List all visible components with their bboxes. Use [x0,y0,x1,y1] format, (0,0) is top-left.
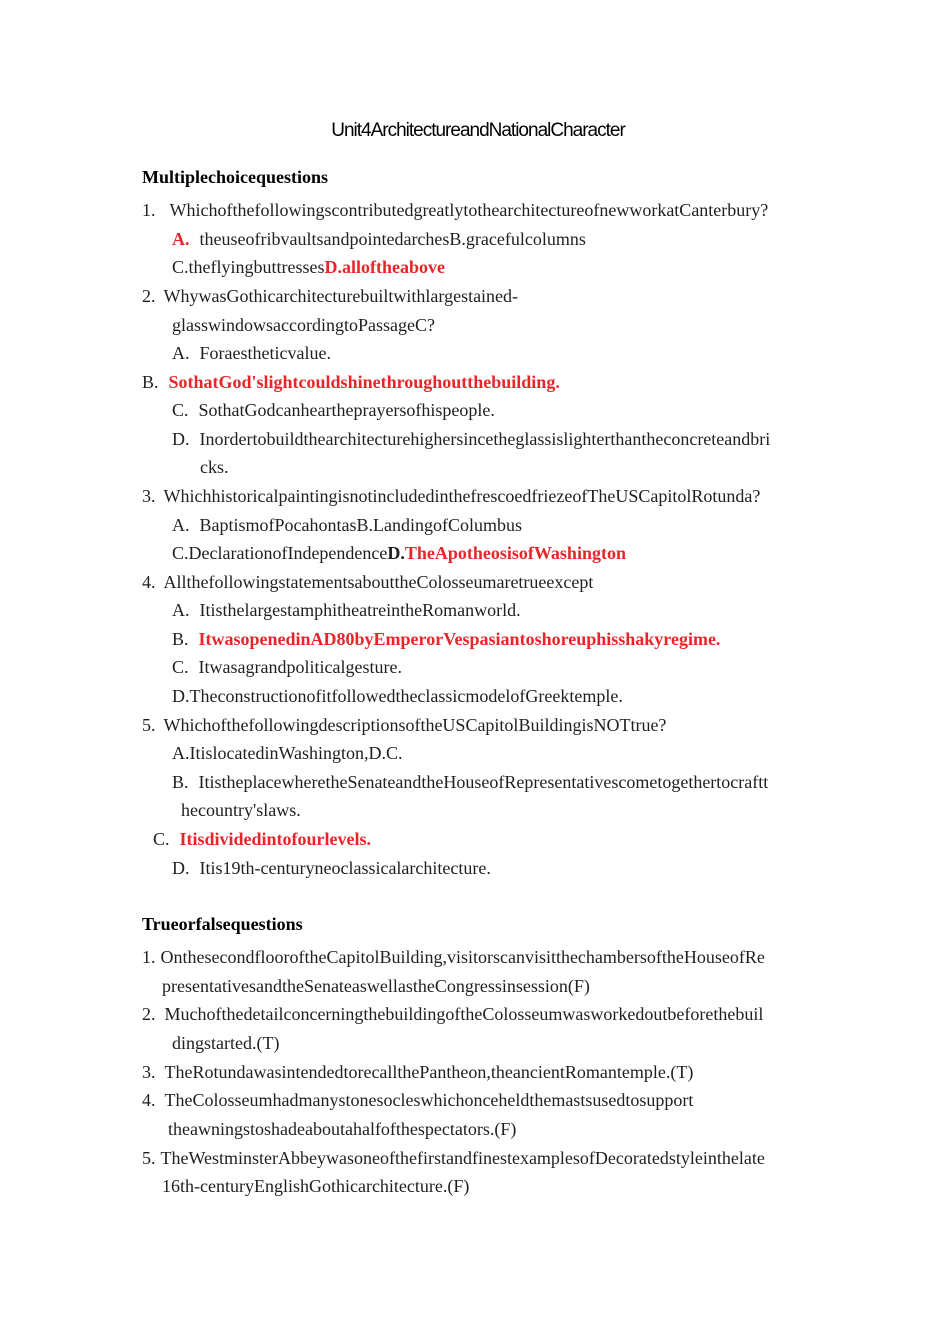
mc-q5-text: WhichofthefollowingdescriptionsoftheUSCapitolBuildingisNOTtrue? [163,715,667,735]
tf-q4-number: 4. [142,1090,156,1110]
mc-q3-number: 3. [142,486,156,506]
option-label: B. [142,372,159,392]
tf-q5 [142,1147,765,1169]
mc-q3-d-label: D. [387,543,405,563]
mc-q5-option-b-cont: hecountry'slaws. [181,800,301,820]
option-label: C. [172,400,189,420]
mc-q1-a-text: theuseofribvaultsandpointedarchesB.gracefulcolumns [199,229,586,249]
option-label: C. [172,657,189,677]
tf-q1-text: OnthesecondflooroftheCapitolBuilding,visitorscanvisitthechambersoftheHouseofRe [160,947,765,967]
mc-q3-option-ab [172,514,522,536]
mc-q2-option-b [142,371,560,393]
mc-q3-option-cd [172,542,626,564]
mc-q4-option-c [172,656,402,678]
mc-q2-text: WhywasGothicarchitecturebuiltwithlargestained- [163,286,519,306]
mc-q5-option-a: A.ItislocatedinWashington,D.C. [172,743,403,763]
mc-q3-text: WhichhistoricalpaintingisnotincludedinthefrescoedfriezeofTheUSCapitolRotunda? [163,486,761,506]
mc-q1-a-label: A. [172,229,190,249]
tf-q2-cont: dingstarted.(T) [172,1033,280,1053]
tf-q3 [142,1061,693,1083]
tf-q5-text: TheWestminsterAbbeywasoneofthefirstandfinestexamplesofDecoratedstyleinthelate [160,1148,765,1168]
tf-q5-number: 5. [142,1148,156,1168]
option-text: Inordertobuildthearchitecturehighersincetheglassislighterthantheconcreteandbri [199,429,771,449]
tf-q1-number: 1. [142,947,156,967]
option-text: Foraestheticvalue. [199,343,331,363]
mc-q5-option-b [172,771,768,793]
mc-q4-stem [142,571,593,593]
mc-q2-number: 2. [142,286,156,306]
page-title: Unit4ArchitectureandNationalCharacter [331,120,625,141]
mc-q3-answer: TheApotheosisofWashington [404,543,626,563]
mc-q4-option-b [172,628,720,650]
option-text: Itwasagrandpoliticalgesture. [198,657,402,677]
tf-q4 [142,1089,693,1111]
option-label: C. [153,829,170,849]
mc-q3-stem [142,485,760,507]
option-label: D. [172,429,190,449]
mc-q1-option-ab [172,228,586,250]
mc-q2-option-c [172,399,495,421]
mc-q1-stem [142,199,768,221]
tf-heading: Trueorfalsequestions [142,914,303,934]
option-text: BaptismofPocahontasB.LandingofColumbus [199,515,522,535]
option-label: B. [172,629,189,649]
mc-heading: Multiplechoicequestions [142,167,329,187]
option-label: D. [172,858,190,878]
mc-q5-option-c [153,828,371,850]
option-text: SothatGodcanheartheprayersofhispeople. [198,400,495,420]
option-label: B. [172,772,189,792]
mc-q2-option-a [172,342,331,364]
mc-q1-c-text: C.theflyingbuttresses [172,257,325,277]
mc-q5-answer: Itisdividedintofourlevels. [179,829,372,849]
option-label: A. [172,600,190,620]
option-text: C.DeclarationofIndependence [172,543,388,563]
mc-q2-option-d-cont: cks. [200,457,229,477]
mc-q5-number: 5. [142,715,156,735]
mc-q4-answer: ItwasopenedinAD80byEmperorVespasiantoshoreuphisshakyregime. [198,629,721,649]
tf-q3-number: 3. [142,1062,156,1082]
option-label: A. [172,343,190,363]
mc-q4-text: AllthefollowingstatementsabouttheColosseumaretrueexcept [163,572,594,592]
mc-q4-option-a [172,599,521,621]
mc-q1-number: 1. [142,200,156,220]
mc-q1-d-answer: D.alloftheabove [324,257,445,277]
mc-q4-option-d: D.TheconstructionofitfollowedtheclassicmodelofGreektemple. [172,686,623,706]
tf-q4-cont: theawningstoshadeaboutahalfofthespectators.(F) [168,1119,517,1139]
mc-q1-text: WhichofthefollowingscontributedgreatlytothearchitectureofnewworkatCanterbury? [169,200,769,220]
tf-q4-text: TheColosseumhadmanystonesocleswhichonceheldthemastsusedtosupport [164,1090,694,1110]
tf-q5-cont: 16th-centuryEnglishGothicarchitecture.(F) [162,1176,470,1196]
mc-q2-stem [142,285,518,307]
mc-q5-option-d [172,857,491,879]
mc-q2-stem-cont: glasswindowsaccordingtoPassageC? [172,315,435,335]
option-label: A. [172,515,190,535]
option-text: ItistheplacewheretheSenateandtheHouseofRepresentativescometogethertocraftt [198,772,769,792]
tf-q1 [142,946,765,968]
mc-q2-option-d [172,428,770,450]
mc-q5-stem [142,714,666,736]
tf-q2 [142,1003,763,1025]
mc-q2-answer: SothatGod'slightcouldshinethroughoutthebuilding. [168,372,560,392]
tf-q2-number: 2. [142,1004,156,1024]
mc-q4-number: 4. [142,572,156,592]
mc-q1-option-cd [172,256,445,278]
option-text: ItisthelargestamphitheatreintheRomanworld. [199,600,521,620]
tf-q3-text: TheRotundawasintendedtorecallthePantheon,theancientRomantemple.(T) [164,1062,694,1082]
tf-q1-cont: presentativesandtheSenateaswellastheCongressinsession(F) [162,976,590,996]
tf-q2-text: MuchofthedetailconcerningthebuildingoftheColosseumwasworkedoutbeforethebuil [164,1004,764,1024]
option-text: Itis19th-centuryneoclassicalarchitecture. [199,858,491,878]
